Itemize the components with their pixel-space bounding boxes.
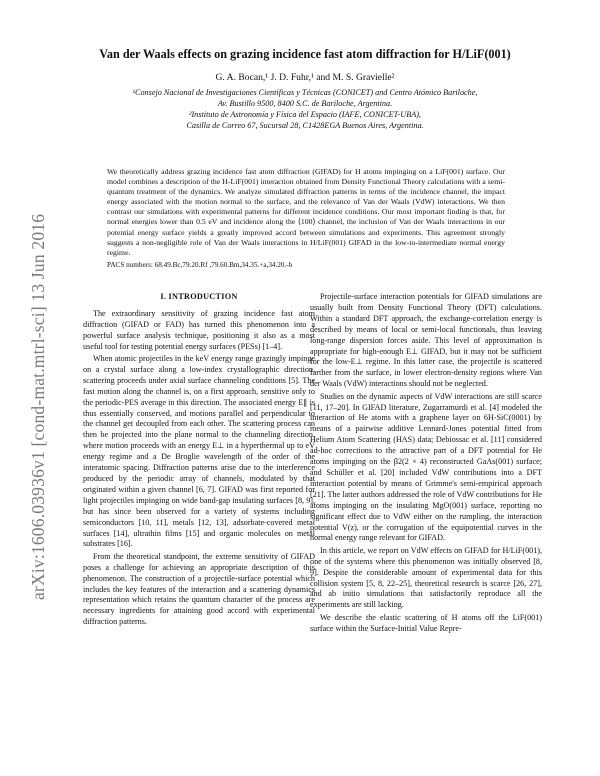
- affiliation-line-2: Av. Bustillo 9500, 8400 S.C. de Bariloche, Argentina.: [217, 99, 393, 108]
- affiliation-line-3: ²Instituto de Astronomía y Física del Espacio (IAFE, CONICET-UBA),: [189, 110, 421, 119]
- paragraph: From the theoretical standpoint, the extreme sensitivity of GIFAD poses a challenge for achieving an appropriate description of this phenomenon. The construction of a projectile-surface potential which includes the key features of the interaction and a scattering dynamics representation which retains the quantum character of the process are necessary ingredients for attaining good accord with experimental diffraction patterns.: [83, 551, 315, 627]
- abstract: We theoretically address grazing incidence fast atom diffraction (GIFAD) for H atoms impinging on a LiF(001) surface. Our model combines a description of the H-LiF(001) interaction obtained from Density Functional Theory calculations with a semi-quantum treatment of the dynamics. We analyze simulated diffraction patterns in terms of the incidence channel, the impact energy associated with the motion normal to the surface, and the relevance of Van der Waals (VdW) interactions. We then contrast our simulations with experimental patterns for different incidence conditions. Our most important finding is that, for normal energies lower than 0.5 eV and incidence along the ⟨100⟩ channel, the inclusion of Van der Waals interactions in our potential energy surface yields a greatly improved accord between simulations and experiments. This agreement strongly suggests a non-negligible role of Van der Waals interactions in H/LiF(001) GIFAD in the low-to-intermediate normal energy regime.: [107, 167, 505, 257]
- right-column: [310, 292, 542, 636]
- paper-title: Van der Waals effects on grazing incidence fast atom diffraction for H/LiF(001): [99, 47, 511, 61]
- section-heading-introduction: I. INTRODUCTION: [160, 292, 238, 301]
- paragraph: We describe the elastic scattering of H atoms off the LiF(001) surface within the Surface-Initial Value Repre-: [310, 612, 542, 633]
- left-column: [83, 292, 315, 630]
- paragraph: In this article, we report on VdW effects on GIFAD for H/LiF(001), one of the systems where this phenomenon was initially observed [8, 9]. Despite the considerable amount of experimental data for this collision system [5, 8, 22–25], theoretical research is scarce [26, 27], and ab initio simulations that satisfactorily reproduce all the experiments are still lacking.: [310, 545, 542, 610]
- affiliation-line-4: Casilla de Correo 67, Sucursal 28, C1428EGA Buenos Aires, Argentina.: [186, 121, 424, 130]
- paragraph: Studies on the dynamic aspects of VdW interactions are still scarce [11, 17–20]. In GIFAD literature, Zugarramurdi et al. [4] modeled the interaction of He atoms with a graphene layer on 6H-SiC(0001) by means of a pairwise additive Lennard-Jones potential fitted from Helium Atom Scattering (HAS) data; Debiossac et al. [11] considered ad-hoc corrections to the attractive part of a DFT potential for He atoms impinging on the β2(2 × 4) reconstructed GaAs(001) surface; and Schüller et al. [20] included VdW contributions into a DFT interaction potential by means of Grimme's semi-empirical approach [21]. The latter authors addressed the role of VdW contributions for He atoms impinging on the insulating MgO(001) surface, reporting no significant effect due to VdW either on the rumpling, the interaction potential V(z), or the corrugation of the equipotential curves in the normal energy range relevant for GIFAD.: [310, 391, 542, 543]
- paragraph: The extraordinary sensitivity of grazing incidence fast atom diffraction (GIFAD or FAD) has turned this phenomenon into a powerful surface analysis technique, positioning it also as a most useful tool for testing potential energy surfaces (PESs) [1–4].: [83, 308, 315, 351]
- arxiv-identifier[interactable]: arXiv:1606.03936v1 [cond-mat.mtrl-sci] 13 Jun 2016: [28, 213, 48, 600]
- paragraph: Projectile-surface interaction potentials for GIFAD simulations are usually built from Density Functional Theory (DFT) calculations. Within a standard DFT approach, the exchange-correlation energy is described by means of local or semi-local functionals, thus leaving long-range dispersion forces aside. This level of approximation is appropriate for high-enough E⊥ GIFAD, but it may not be sufficient for the low-E⊥ regime. In this latter case, the projectile is scattered farther from the surface, in lower electron-density regions where Van der Waals (VdW) interactions should not be neglected.: [310, 292, 542, 389]
- affiliation-line-1: ¹Consejo Nacional de Investigaciones Científicas y Técnicas (CONICET) and Centro Atómico Bariloche,: [132, 88, 478, 97]
- paragraph: When atomic projectiles in the keV energy range grazingly impinge on a crystal surface along a low-index crystallographic direction, scattering proceeds under axial surface channeling conditions [5]. The fast motion along the channel is, on a first approach, sensitive only to the periodic-PES average in this direction. The associated energy E∥ is thus essentially conserved, and motions parallel and perpendicular to the channel get decoupled from each other. The scattering process can then be projected into the plane normal to the channeling direction, where motion proceeds with an energy E⊥ in a hyperthermal up to eV energy regime and a De Broglie wavelength of the order of the interatomic spacing. Diffraction patterns arise due to the interference produced by the periodic array of channels, modulated by that originated within a given channel [6, 7]. GIFAD was first reported for light projectiles impinging on wide band-gap insulating surfaces [8, 9], but has since been observed for a variety of systems including semiconductors [10, 11], metals [12, 13], adsorbate-covered metal surfaces [14], ultrathin films [15] and organic molecules on metal substrates [16].: [83, 354, 315, 549]
- arxiv-sidebar-stamp: [14, 160, 48, 600]
- pacs-numbers: PACS numbers: 68.49.Bc,79.20.Rf ,79.60.Bm,34.35.+a,34.20.-b: [107, 261, 293, 269]
- author-list: G. A. Bocan,¹ J. D. Fuhr,¹ and M. S. Gravielle²: [215, 72, 395, 83]
